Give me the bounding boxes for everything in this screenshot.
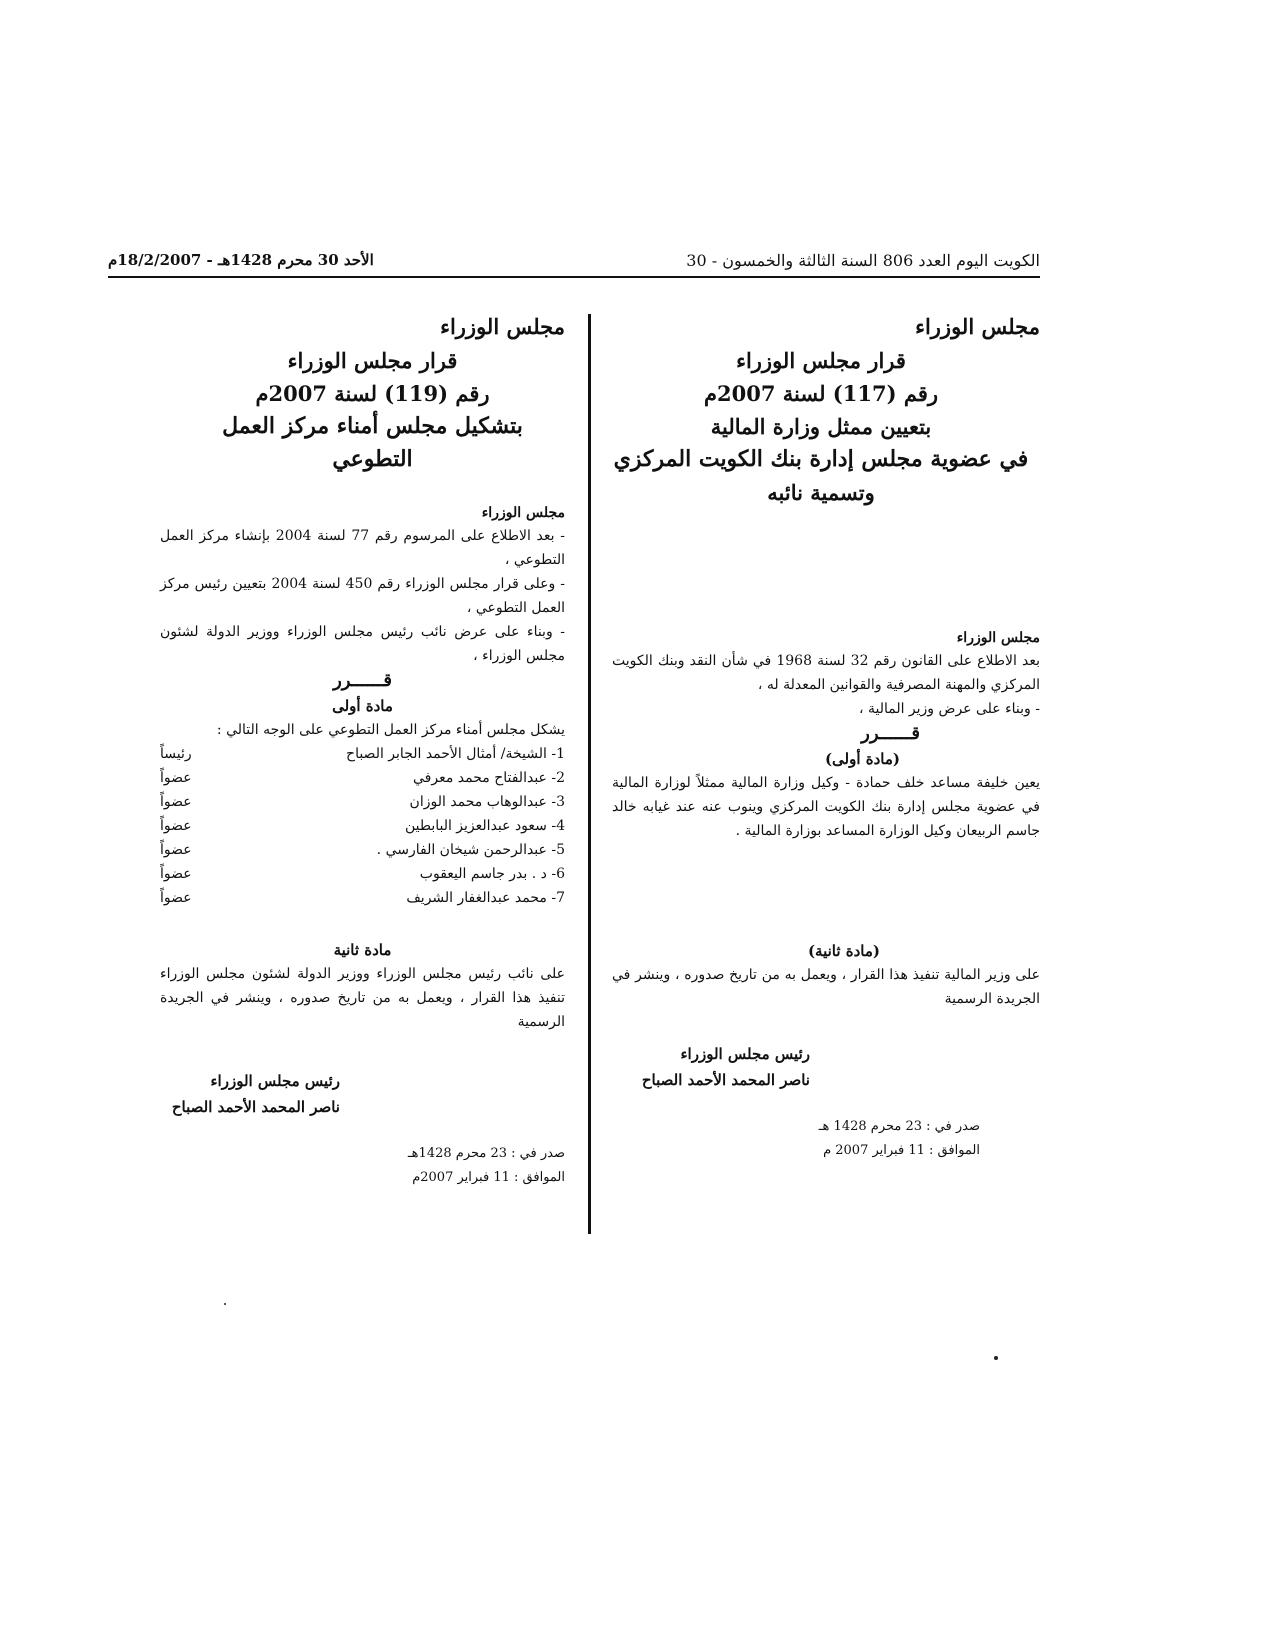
member-role: عضواً: [160, 890, 192, 906]
member-name: 5- عبدالرحمن شيخان الفارسي .: [376, 842, 565, 858]
decision-subject-line-2: في عضوية مجلس إدارة بنك الكويت المركزي: [613, 446, 1029, 472]
cabinet-heading: مجلس الوزراء: [915, 314, 1040, 339]
issue-date-gregorian: الموافق : 11 فبراير 2007م: [412, 1170, 565, 1185]
member-row: [160, 814, 565, 838]
decision-title: قرار مجلس الوزراء: [287, 348, 458, 373]
article-2-title: مادة ثانية: [333, 941, 392, 959]
member-role: عضواً: [160, 866, 192, 882]
article-1-title: (مادة أولى): [824, 750, 900, 768]
member-role: عضواً: [160, 770, 192, 786]
member-role: عضواً: [160, 794, 192, 810]
decision-number: رقم (119) لسنة 2007م: [255, 381, 490, 406]
column-divider: [588, 314, 591, 1234]
header-issue-info: الكويت اليوم العدد 806 السنة الثالثة والخمسون - 30: [686, 251, 1040, 270]
article-1-intro: يشكل مجلس أمناء مركز العمل التطوعي على الوجه التالي :: [216, 722, 565, 738]
preamble-heading: مجلس الوزراء: [481, 505, 565, 521]
member-row: [160, 766, 565, 790]
preamble-clause-3: - وبناء على عرض نائب رئيس مجلس الوزراء ووزير الدولة لشئون مجلس الوزراء ،: [160, 624, 565, 664]
decision-117: [612, 310, 1040, 1163]
signatory-name: ناصر المحمد الأحمد الصباح: [171, 1098, 340, 1116]
preamble-clause-1: - بعد الاطلاع على المرسوم رقم 77 لسنة 2004 بإنشاء مركز العمل التطوعي ،: [160, 528, 566, 568]
member-role: رئيساً: [160, 746, 192, 762]
preamble-clause-2: - وعلى قرار مجلس الوزراء رقم 450 لسنة 2004 بتعيين رئيس مركز العمل التطوعي ،: [160, 576, 565, 616]
member-name: 6- د . بدر جاسم اليعقوب: [419, 866, 565, 882]
member-row: [160, 742, 565, 766]
scan-speck: [994, 1356, 998, 1360]
preamble-heading: مجلس الوزراء: [956, 630, 1040, 646]
cabinet-heading: مجلس الوزراء: [440, 314, 565, 339]
article-2-title: (مادة ثانية): [807, 942, 880, 960]
member-name: 1- الشيخة/ أمثال الأحمد الجابر الصباح: [346, 746, 565, 762]
decision-subject-line-3: وتسمية نائبه: [767, 480, 875, 505]
member-name: 7- محمد عبدالغفار الشريف: [406, 890, 565, 906]
header-date: الأحد 30 محرم 1428هـ - 18/2/2007م: [108, 251, 374, 269]
article-1-text: يعين خليفة مساعد خلف حمادة - وكيل وزارة المالية ممثلاً لوزارة المالية في عضوية مجلس إدارة بنك الكويت المركزي وينوب عنه عند غيابه خالد جاسم الربيعان وكيل الوزارة المساعد بوزارة المالية .: [612, 775, 1040, 839]
member-name: 2- عبدالفتاح محمد معرفي: [412, 770, 565, 786]
member-name: 4- سعود عبدالعزيز البابطين: [404, 818, 565, 834]
decided-heading: قــــــرر: [861, 723, 920, 744]
scan-speck: [224, 1303, 226, 1305]
article-2-text: على وزير المالية تنفيذ هذا القرار ، ويعمل به من تاريخ صدوره ، وينشر في الجريدة الرسمية: [612, 967, 1040, 1007]
member-row: [160, 790, 565, 814]
decision-subject: بتشكيل مجلس أمناء مركز العمل التطوعي: [222, 413, 523, 472]
decision-title: قرار مجلس الوزراء: [736, 348, 906, 373]
member-row: [160, 886, 565, 910]
signatory-title: رئيس مجلس الوزراء: [680, 1045, 810, 1063]
article-2-text: على نائب رئيس مجلس الوزراء ووزير الدولة لشئون مجلس الوزراء تنفيذ هذا القرار ، ويعمل به من تاريخ صدوره ، وينشر في الجريدة الرسمية: [160, 966, 565, 1030]
member-row: [160, 838, 565, 862]
article-1-title: مادة أولى: [332, 697, 393, 715]
issue-date-hijri: صدر في : 23 محرم 1428 هـ: [818, 1119, 980, 1134]
signatory-title: رئيس مجلس الوزراء: [210, 1072, 340, 1090]
signatory-name: ناصر المحمد الأحمد الصباح: [641, 1071, 810, 1089]
decision-number: رقم (117) لسنة 2007م: [703, 381, 938, 406]
member-row: [160, 862, 565, 886]
issue-date-hijri: صدر في : 23 محرم 1428هـ: [407, 1146, 565, 1161]
members-list: [160, 742, 565, 910]
preamble-clause-1: بعد الاطلاع على القانون رقم 32 لسنة 1968 في شأن النقد وبنك الكويت المركزي والمهنة المصرفية والقوانين المعدلة له ،: [612, 653, 1040, 693]
member-role: عضواً: [160, 842, 192, 858]
member-role: عضواً: [160, 818, 192, 834]
preamble-clause-2: - وبناء على عرض وزير المالية ،: [859, 701, 1040, 717]
member-name: 3- عبدالوهاب محمد الوزان: [409, 794, 565, 810]
issue-date-gregorian: الموافق : 11 فبراير 2007 م: [823, 1143, 980, 1158]
decided-heading: قــــــرر: [333, 670, 392, 691]
header-divider: [108, 276, 1040, 278]
decision-subject-line-1: بتعيين ممثل وزارة المالية: [710, 414, 932, 439]
decision-119: [160, 310, 565, 1190]
